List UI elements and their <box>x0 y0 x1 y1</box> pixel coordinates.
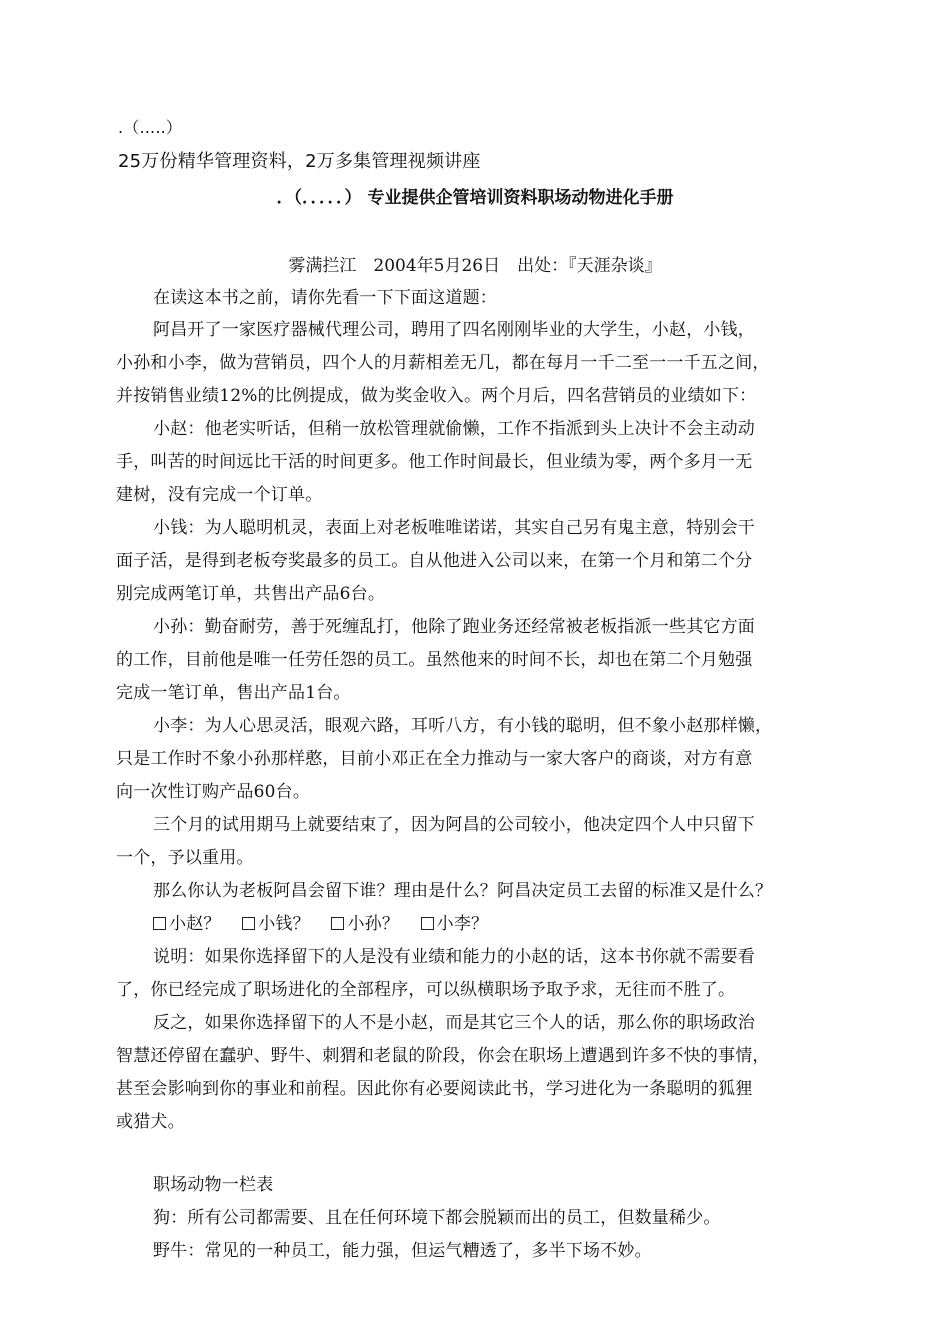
body-line: 手，叫苦的时间远比干活的时间更多。他工作时间最长，但业绩为零，两个多月一无 <box>116 452 753 472</box>
body-line: 了，你已经完成了职场进化的全部程序，可以纵横职场予取予求，无往而不胜了。 <box>116 980 736 1000</box>
body-line: 建树，没有完成一个订单。 <box>116 485 323 505</box>
author-line: 雾满拦江 2004年5月26日 出处：『天涯杂谈』 <box>288 256 662 276</box>
option-xiaoqian[interactable] <box>242 912 310 936</box>
body-line: 向一次性订购产品60台。 <box>116 782 311 802</box>
body-line: 说明：如果你选择留下的人是没有业绩和能力的小赵的话，这本书你就不需要看 <box>153 947 755 967</box>
checkbox-options <box>153 912 504 936</box>
option-xiaoli[interactable] <box>421 912 489 936</box>
body-line: 一个，予以重用。 <box>116 848 254 868</box>
document-title: ．（．．．．．） 专业提供企管培训资料职场动物进化手册 <box>276 188 674 208</box>
body-line: 智慧还停留在蠢驴、野牛、刺猬和老鼠的阶段，你会在职场上遭遇到许多不快的事情， <box>116 1046 770 1066</box>
body-line: 或猎犬。 <box>116 1112 185 1132</box>
body-line: 完成一笔订单，售出产品1台。 <box>116 683 351 703</box>
checkbox-icon[interactable] <box>242 917 255 930</box>
option-label: 小李？ <box>436 914 489 934</box>
body-line: 反之，如果你选择留下的人不是小赵，而是其它三个人的话，那么你的职场政治 <box>153 1013 755 1033</box>
body-line: 小孙和小李，做为营销员，四个人的月薪相差无几，都在每月一千二至一一千五之间， <box>116 353 770 373</box>
body-line: 并按销售业绩12%的比例提成，做为奖金收入。两个月后，四名营销员的业绩如下： <box>116 386 757 406</box>
section-line: 野牛：常见的一种员工，能力强，但运气糟透了，多半下场不妙。 <box>153 1241 652 1261</box>
body-line: 面子活，是得到老板夸奖最多的员工。自从他进入公司以来，在第一个月和第二个分 <box>116 551 753 571</box>
body-line: 三个月的试用期马上就要结束了，因为阿昌的公司较小，他决定四个人中只留下 <box>153 815 755 835</box>
body-line: 别完成两笔订单，共售出产品6台。 <box>116 584 386 604</box>
body-line: 阿昌开了一家医疗器械代理公司，聘用了四名刚刚毕业的大学生，小赵，小钱， <box>153 320 755 340</box>
section-line: 狗：所有公司都需要、且在任何环境下都会脱颖而出的员工，但数量稀少。 <box>153 1208 721 1228</box>
checkbox-icon[interactable] <box>153 917 166 930</box>
body-line: 小钱：为人聪明机灵，表面上对老板唯唯诺诺，其实自己另有鬼主意，特别会干 <box>153 518 755 538</box>
section-title: 职场动物一栏表 <box>153 1175 274 1195</box>
option-label: 小孙？ <box>347 914 400 934</box>
checkbox-icon[interactable] <box>331 917 344 930</box>
option-label: 小钱？ <box>258 914 310 934</box>
option-xiaosun[interactable] <box>331 912 399 936</box>
checkbox-icon[interactable] <box>421 917 434 930</box>
option-label: 小赵？ <box>169 914 221 934</box>
header-small-text: .（.....） <box>118 118 183 137</box>
body-line: 的工作，目前他是唯一任劳任怨的员工。虽然他来的时间不长，却也在第二个月勉强 <box>116 650 753 670</box>
body-line: 小孙：勤奋耐劳，善于死缠乱打，他除了跑业务还经常被老板指派一些其它方面 <box>153 617 755 637</box>
body-line: 那么你认为老板阿昌会留下谁？理由是什么？阿昌决定员工去留的标准又是什么？ <box>153 881 773 901</box>
body-line: 小赵：他老实听话，但稍一放松管理就偷懒，工作不指派到头上决计不会主动动 <box>153 419 755 439</box>
body-line: 小李：为人心思灵活，眼观六路，耳听八方，有小钱的聪明，但不象小赵那样懒， <box>153 716 773 736</box>
body-line: 只是工作时不象小孙那样憨，目前小邓正在全力推动与一家大客户的商谈，对方有意 <box>116 749 753 769</box>
body-line: 甚至会影响到你的事业和前程。因此你有必要阅读此书，学习进化为一条聪明的狐狸 <box>116 1079 753 1099</box>
header-promo-text: 25万份精华管理资料，2万多集管理视频讲座 <box>118 151 481 172</box>
option-xiaozhao[interactable] <box>153 912 221 936</box>
body-line: 在读这本书之前，请你先看一下下面这道题： <box>153 288 497 308</box>
